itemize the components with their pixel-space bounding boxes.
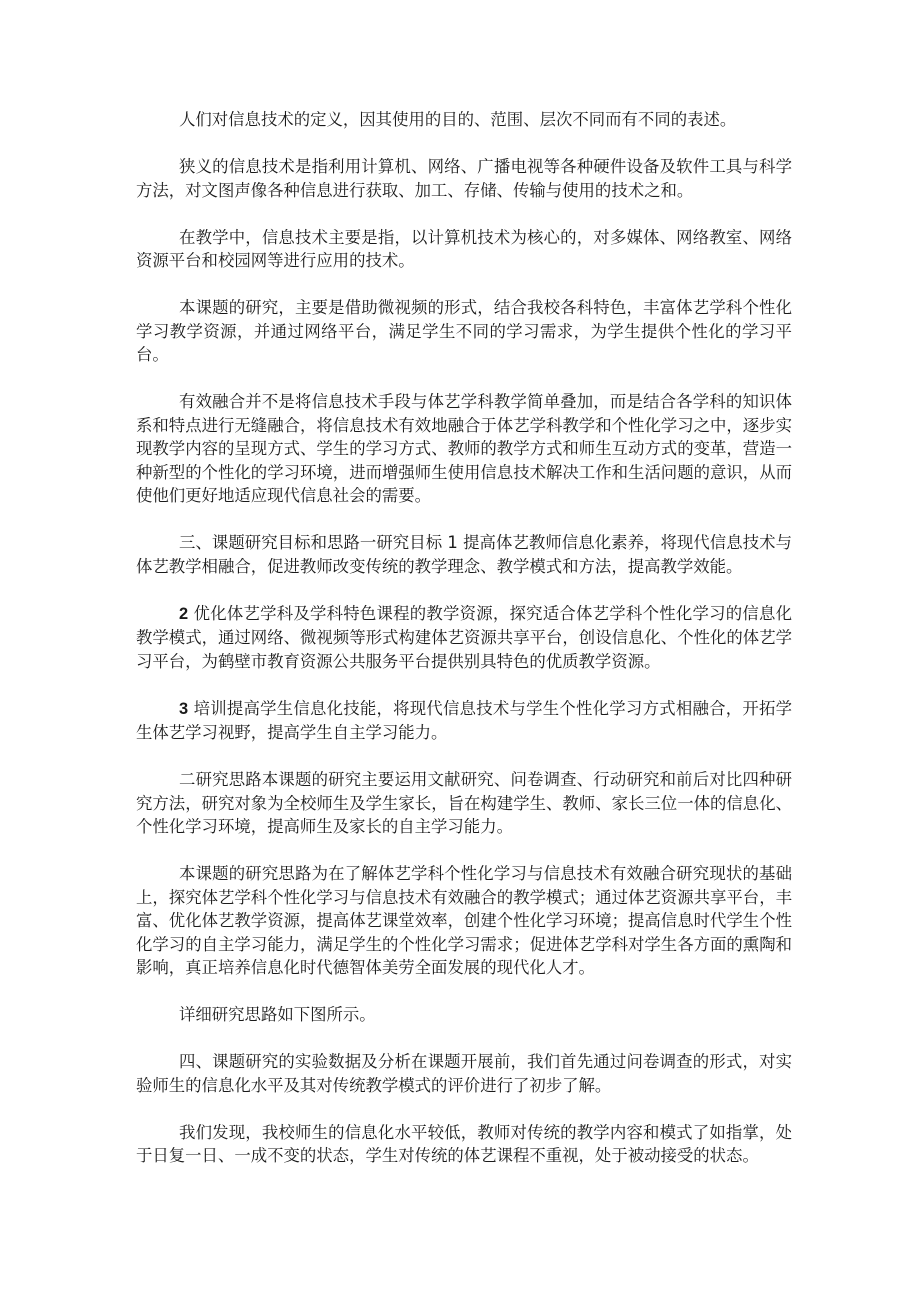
paragraph-11 [136,1003,792,1027]
paragraph-number: 2 [179,604,189,623]
paragraph-6 [136,531,792,578]
paragraph-3 [136,226,792,273]
paragraph-12 [136,1050,792,1097]
paragraph-text: 二研究思路本课题的研究主要运用文献研究、问卷调查、行动研究和前后对比四种研究方法，研究对象为全校师生及学生家长，旨在构建学生、教师、家长三位一体的信息化、个性化学习环境，提高师生及家长的自主学习能力。 [136,770,792,836]
paragraph-text: 有效融合并不是将信息技术手段与体艺学科教学简单叠加，而是结合各学科的知识体系和特点进行无缝融合，将信息技术有效地融合于体艺学科教学和个性化学习之中，逐步实现教学内容的呈现方式、学生的学习方式、教师的教学方式和师生互动方式的变革，营造一种新型的个性化的学习环境，进而增强师生使用信息技术解决工作和生活问题的意识，从而使他们更好地适应现代信息社会的需要。 [136,392,792,505]
paragraph-text: 我们发现，我校师生的信息化水平较低，教师对传统的教学内容和模式了如指掌，处于日复一日、一成不变的状态，学生对传统的体艺课程不重视，处于被动接受的状态。 [136,1122,792,1165]
paragraph-text: 在教学中，信息技术主要是指，以计算机技术为核心的，对多媒体、网络教室、网络资源平台和校园网等进行应用的技术。 [136,227,792,270]
paragraph-5 [136,390,792,508]
paragraph-4 [136,296,792,367]
paragraph-number: 3 [179,699,189,718]
paragraph-text: 本课题的研究，主要是借助微视频的形式，结合我校各科特色，丰富体艺学科个性化学习教学资源，并通过网络平台，满足学生不同的学习需求，为学生提供个性化的学习平台。 [136,298,792,364]
document-body [136,108,792,1191]
paragraph-text: 优化体艺学科及学科特色课程的教学资源，探究适合体艺学科个性化学习的信息化教学模式，通过网络、微视频等形式构建体艺资源共享平台，创设信息化、个性化的体艺学习平台，为鹤壁市教育资源公共服务平台提供别具特色的优质教学资源。 [136,603,792,671]
paragraph-8 [136,697,792,745]
paragraph-text: 培训提高学生信息化技能，将现代信息技术与学生个性化学习方式相融合，开拓学生体艺学习视野，提高学生自主学习能力。 [136,698,792,742]
paragraph-7 [136,602,792,674]
paragraph-text: 四、课题研究的实验数据及分析在课题开展前，我们首先通过问卷调查的形式，对实验师生的信息化水平及其对传统教学模式的评价进行了初步了解。 [136,1052,792,1095]
paragraph-text: 本课题的研究思路为在了解体艺学科个性化学习与信息技术有效融合研究现状的基础上，探究体艺学科个性化学习与信息技术有效融合的教学模式；通过体艺资源共享平台，丰富、优化体艺教学资源，提高体艺课堂效率，创建个性化学习环境；提高信息时代学生个性化学习的自主学习能力，满足学生的个性化学习需求；促进体艺学科对学生各方面的熏陶和影响，真正培养信息化时代德智体美劳全面发展的现代化人才。 [136,864,792,977]
paragraph-10 [136,862,792,980]
paragraph-1 [136,108,792,132]
paragraph-text: 人们对信息技术的定义，因其使用的目的、范围、层次不同而有不同的表述。 [179,110,737,129]
paragraph-text: 狭义的信息技术是指利用计算机、网络、广播电视等各种硬件设备及软件工具与科学方法，对文图声像各种信息进行获取、加工、存储、传输与使用的技术之和。 [136,157,792,200]
paragraph-2 [136,155,792,202]
paragraph-13 [136,1121,792,1168]
paragraph-text: 三、课题研究目标和思路一研究目标 1 提高体艺教师信息化素养，将现代信息技术与体艺教学相融合，促进教师改变传统的教学理念、教学模式和方法，提高教学效能。 [136,533,792,576]
paragraph-text: 详细研究思路如下图所示。 [179,1005,376,1024]
paragraph-9 [136,768,792,839]
